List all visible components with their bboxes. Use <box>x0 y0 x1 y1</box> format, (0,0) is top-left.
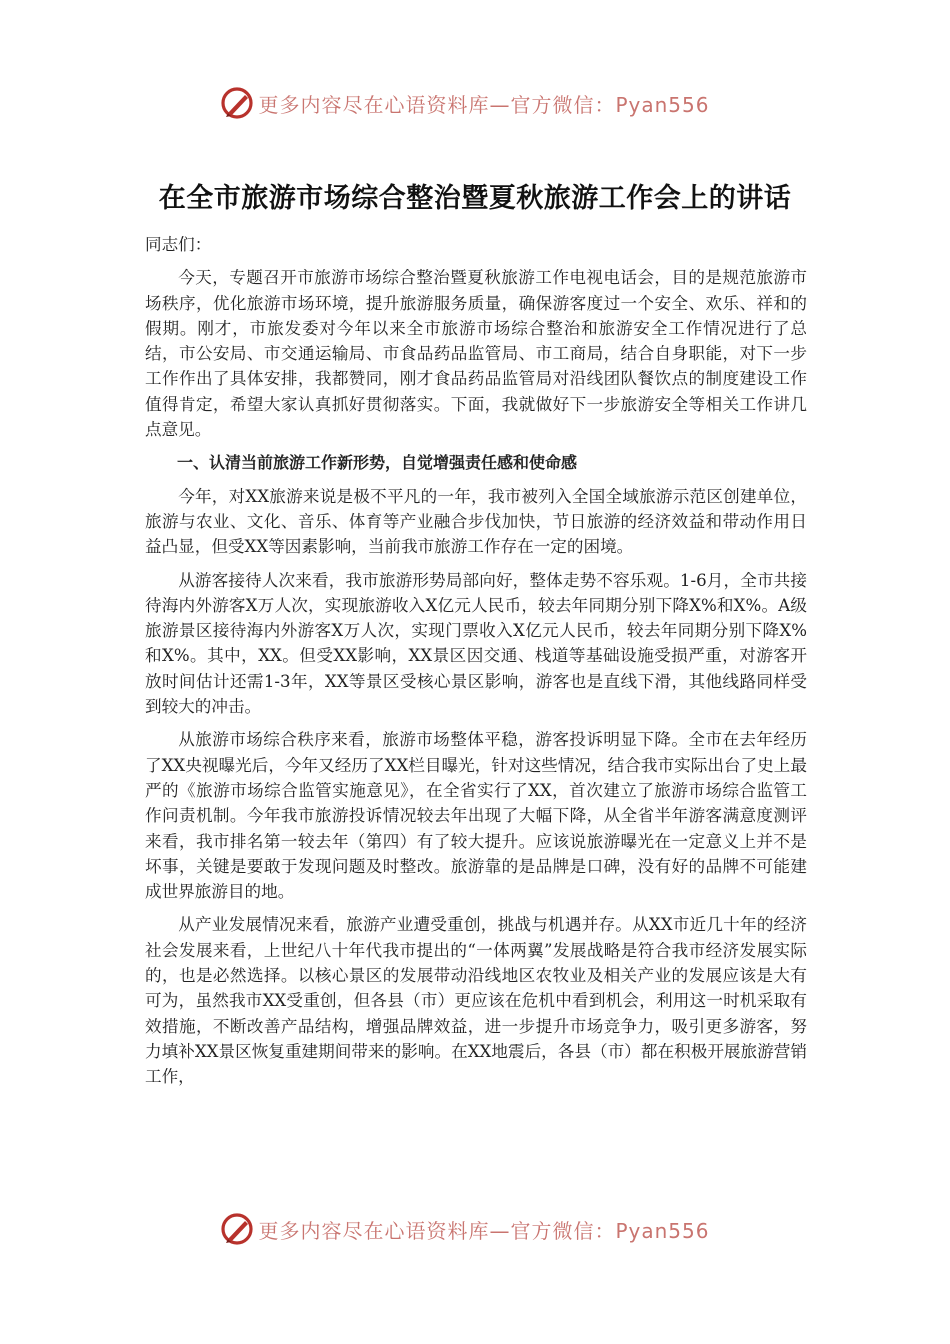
document-title: 在全市旅游市场综合整治暨夏秋旅游工作会上的讲话 <box>158 183 792 214</box>
pen-circle-logo-icon <box>220 86 254 120</box>
paragraph-intro: 今天，专题召开市旅游市场综合整治暨夏秋旅游工作电视电话会，目的是规范旅游市场秩序，优化旅游市场环境，提升旅游服务质量，确保游客度过一个安全、欢乐、祥和的假期。刚才，市旅发委对今年以来全市旅游市场综合整治和旅游安全工作情况进行了总结，市公安局、市交通运输局、市食品药品监管局、市工商局，结合自身职能，对下一步工作作出了具体安排，我都赞同，刚才食品药品监管局对沿线团队餐饮点的制度建设工作值得肯定，希望大家认真抓好贯彻落实。下面，我就做好下一步旅游安全等相关工作讲几点意见。 <box>145 268 807 440</box>
footer-watermark-banner <box>0 1212 950 1246</box>
banner-text: 更多内容尽在心语资料库—官方微信：Pyan556 <box>258 92 710 117</box>
paragraph-visitor-stats: 从游客接待人次来看，我市旅游形势局部向好，整体走势不容乐观。1-6月，全市共接待海内外游客X万人次，实现旅游收入X亿元人民币，较去年同期分别下降X%和X%。A级旅游景区接待海内外游客X万人次，实现门票收入X亿元人民币，较去年同期分别下降X%和X%。其中，XX。但受XX影响，XX景区因交通、栈道等基础设施受损严重，对游客开放时间估计还需1-3年，XX等景区受核心景区影响，游客也是直线下滑，其他线路同样受到较大的冲击。 <box>145 570 807 717</box>
paragraph-market-order: 从旅游市场综合秩序来看，旅游市场整体平稳，游客投诉明显下降。全市在去年经历了XX央视曝光后，今年又经历了XX栏目曝光，针对这些情况，结合我市实际出台了史上最严的《旅游市场综合监管实施意见》，在全省实行了XX，首次建立了旅游市场综合监管工作问责机制。今年我市旅游投诉情况较去年出现了大幅下降，从全省半年游客满意度测评来看，我市排名第一较去年（第四）有了较大提升。应该说旅游曝光在一定意义上并不是坏事，关键是要敢于发现问题及时整改。旅游靠的是品牌是口碑，没有好的品牌不可能建成世界旅游目的地。 <box>145 730 807 902</box>
salutation: 同志们： <box>145 235 212 254</box>
paragraph-situation: 今年，对XX旅游来说是极不平凡的一年，我市被列入全国全域旅游示范区创建单位，旅游与农业、文化、音乐、体育等产业融合步伐加快，节日旅游的经济效益和带动作用日益凸显，但受XX等因素影响，当前我市旅游工作存在一定的困境。 <box>145 486 807 557</box>
paragraph-industry: 从产业发展情况来看，旅游产业遭受重创，挑战与机遇并存。从XX市近几十年的经济社会发展来看，上世纪八十年代我市提出的“一体两翼”发展战略是符合我市经济发展实际的，也是必然选择。以核心景区的发展带动沿线地区农牧业及相关产业的发展应该是大有可为，虽然我市XX受重创，但各县（市）更应该在危机中看到机会，利用这一时机采取有效措施，不断改善产品结构，增强品牌效益，进一步提升市场竞争力，吸引更多游客，努力填补XX景区恢复重建期间带来的影响。在XX地震后，各县（市）都在积极开展旅游营销工作， <box>145 915 807 1087</box>
document-body <box>145 232 807 1098</box>
header-watermark-banner <box>0 86 950 120</box>
section-heading-1: 一、认清当前旅游工作新形势，自觉增强责任感和使命感 <box>177 453 578 473</box>
pen-circle-logo-icon <box>220 1212 254 1246</box>
banner-text: 更多内容尽在心语资料库—官方微信：Pyan556 <box>258 1218 710 1243</box>
